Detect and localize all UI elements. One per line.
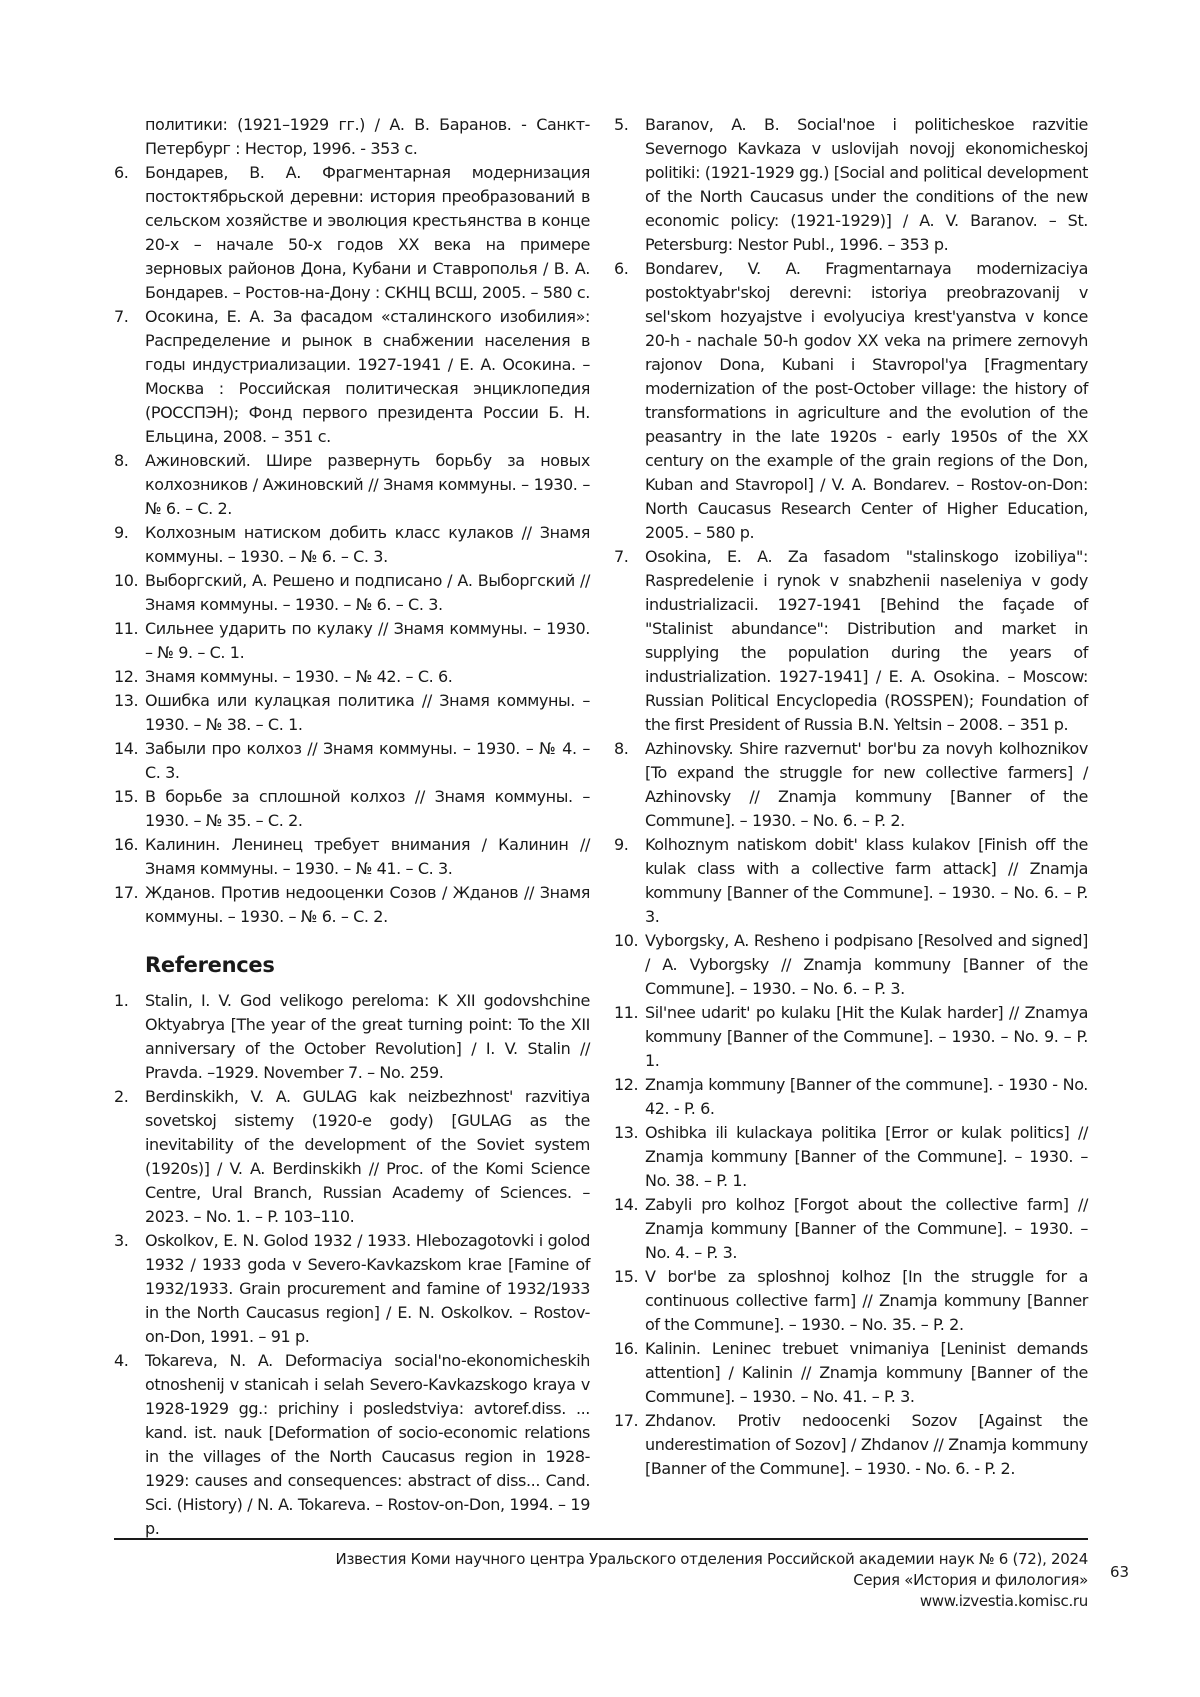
reference-number: 6. [614, 259, 629, 278]
reference-item [614, 929, 1088, 1001]
reference-item [114, 161, 590, 305]
reference-number: 9. [114, 523, 129, 542]
right-column [614, 113, 1088, 1481]
journal-footer [336, 1549, 1088, 1612]
reference-number: 16. [614, 1339, 639, 1358]
reference-item [614, 737, 1088, 833]
reference-number: 9. [614, 835, 629, 854]
reference-item [614, 1337, 1088, 1409]
reference-number: 12. [114, 667, 139, 686]
journal-website-link[interactable]: www.izvestia.komisc.ru [919, 1592, 1088, 1610]
reference-item [614, 113, 1088, 257]
reference-number: 1. [114, 991, 129, 1010]
reference-text: Zabyli pro kolhoz [Forgot about the collective farm] // Znamja kommuny [Banner of the Commune]. – 1930. – No. 4. – P. 3. [645, 1195, 1088, 1262]
footer-divider [114, 1538, 1088, 1540]
reference-text: Tokareva, N. A. Deformaciya social'no-ekonomicheskih otnoshenij v stanicah i selah Severo-Kavkazskogo kraya v 1928-1929 gg.: prichiny i posledstviya: avtoref.diss. ... kand. ist. nauk [Deformation of socio-economic relations in the villages of the North Caucasus region in 1928-1929: causes and consequences: abstract of diss... Cand. Sci. (History) / N. A. Tokareva. – Rostov-on-Don, 1994. – 19 p. [145, 1351, 590, 1538]
reference-text: Oshibka ili kulackaya politika [Error or kulak politics] // Znamja kommuny [Banner of the Commune]. – 1930. – No. 38. – P. 1. [645, 1123, 1088, 1190]
reference-item [114, 1085, 590, 1229]
reference-item [114, 305, 590, 449]
reference-number: 10. [114, 571, 139, 590]
reference-text: Выборгский, А. Решено и подписано / А. Выборгский // Знамя коммуны. – 1930. – № 6. – С. 3. [145, 571, 590, 614]
reference-text: Vyborgsky, A. Resheno i podpisano [Resolved and signed] / A. Vyborgsky // Znamja kommuny [Banner of the Commune]. – 1930. – No. 6. – P. 3. [645, 931, 1088, 998]
reference-number: 2. [114, 1087, 129, 1106]
reference-number: 3. [114, 1231, 129, 1250]
reference-text: Berdinskikh, V. A. GULAG kak neizbezhnost' razvitiya sovetskoj sistemy (1920-e gody) [GULAG as the inevitability of the development of the Soviet system (1920s)] / V. A. Berdinskikh // Proc. of the Komi Science Centre, Ural Branch, Russian Academy of Sciences. – 2023. – No. 1. – P. 103–110. [145, 1087, 590, 1226]
reference-item [614, 1073, 1088, 1121]
reference-text: Stalin, I. V. God velikogo pereloma: K XII godovshchine Oktyabrya [The year of the great turning point: To the XII anniversary of the October Revolution] / I. V. Stalin // Pravda. –1929. November 7. – No. 259. [145, 991, 590, 1082]
reference-text: Zhdanov. Protiv nedoocenki Sozov [Against the underestimation of Sozov] / Zhdanov // Znamja kommuny [Banner of the Commune]. – 1930. - No. 6. - P. 2. [645, 1411, 1088, 1478]
reference-number: 14. [114, 739, 139, 758]
reference-number: 4. [114, 1351, 129, 1370]
english-reference-list-right [614, 113, 1088, 1481]
reference-item [114, 785, 590, 833]
reference-text: V bor'be za sploshnoj kolhoz [In the struggle for a continuous collective farm] // Znamja kommuny [Banner of the Commune]. – 1930. – No. 35. – P. 2. [645, 1267, 1088, 1334]
reference-text: Ажиновский. Шире развернуть борьбу за новых колхозников / Ажиновский // Знамя коммуны. – 1930. – № 6. – С. 2. [145, 451, 590, 518]
reference-text: Калинин. Ленинец требует внимания / Калинин // Знамя коммуны. – 1930. – № 41. – С. 3. [145, 835, 590, 878]
reference-number: 15. [614, 1267, 639, 1286]
reference-number: 15. [114, 787, 139, 806]
reference-item [614, 1265, 1088, 1337]
references-heading: References [145, 953, 275, 977]
reference-continuation: политики: (1921–1929 гг.) / А. В. Баранов. - Санкт-Петербург : Нестор, 1996. - 353 с. [145, 115, 590, 158]
reference-text: Bondarev, V. A. Fragmentarnaya modernizaciya postoktyabr'skoj derevni: istoriya preobrazovanij v sel'skom hozyajstve i evolyuciya krest'yanstva v konce 20-h - nachale 50-h godov XX veka na primere zernovyh rajonov Dona, Kubani i Stavropol'ya [Fragmentary modernization of the post-October village: the history of transformations in agriculture and the evolution of the peasantry in the late 1920s - early 1950s of the XX century on the example of the grain regions of the Don, Kuban and Stavropol] / V. A. Bondarev. – Rostov-on-Don: North Caucasus Research Center of Higher Education, 2005. – 580 p. [645, 259, 1088, 542]
reference-number: 16. [114, 835, 139, 854]
reference-text: Сильнее ударить по кулаку // Знамя коммуны. – 1930. – № 9. – С. 1. [145, 619, 590, 662]
reference-number: 10. [614, 931, 639, 950]
reference-number: 17. [114, 883, 139, 902]
reference-item [114, 833, 590, 881]
reference-text: Бондарев, В. А. Фрагментарная модернизация постоктябрьской деревни: история преобразований в сельском хозяйстве и эволюция крестьянства в конце 20-х – начале 50-х годов XX века на примере зерновых районов Дона, Кубани и Ставрополья / В. А. Бондарев. – Ростов-на-Дону : СКНЦ ВСШ, 2005. – 580 с. [145, 163, 590, 302]
reference-number: 12. [614, 1075, 639, 1094]
reference-text: Kalinin. Leninec trebuet vnimaniya [Leninist demands attention] / Kalinin // Znamja kommuny [Banner of the Commune]. – 1930. – No. 41. – P. 3. [645, 1339, 1088, 1406]
page-number: 63 [1110, 1563, 1130, 1581]
reference-text: Znamja kommuny [Banner of the commune]. - 1930 - No. 42. - P. 6. [645, 1075, 1088, 1118]
reference-item [114, 521, 590, 569]
reference-number: 11. [614, 1003, 639, 1022]
english-reference-list-left [114, 989, 590, 1541]
reference-text: Колхозным натиском добить класс кулаков // Знамя коммуны. – 1930. – № 6. – С. 3. [145, 523, 590, 566]
reference-number: 7. [114, 307, 129, 326]
reference-number: 13. [114, 691, 139, 710]
reference-text: Osokina, E. A. Za fasadom "stalinskogo izobiliya": Raspredelenie i rynok v snabzhenii naseleniya v gody industrializacii. 1927-1941 [Behind the façade of "Stalinist abundance": Distribution and market in supplying the population during the years of industrialization. 1927-1941] / E. A. Osokina. – Moscow: Russian Political Encyclopedia (ROSSPEN); Foundation of the first President of Russia B.N. Yeltsin – 2008. – 351 p. [645, 547, 1088, 734]
reference-item [614, 545, 1088, 737]
reference-item [114, 881, 590, 929]
reference-text: Осокина, Е. А. За фасадом «сталинского изобилия»: Распределение и рынок в снабжении населения в годы индустриализации. 1927-1941 / Е. А. Осокина. – Москва : Российская политическая энциклопедия (РОССПЭН); Фонд первого президента России Б. Н. Ельцина, 2008. – 351 с. [145, 307, 590, 446]
reference-number: 6. [114, 163, 129, 182]
reference-number: 8. [614, 739, 629, 758]
reference-item [614, 833, 1088, 929]
reference-number: 7. [614, 547, 629, 566]
reference-text: Azhinovsky. Shire razvernut' bor'bu za novyh kolhoznikov [To expand the struggle for new collective farmers] / Azhinovsky // Znamja kommuny [Banner of the Commune]. – 1930. – No. 6. – P. 2. [645, 739, 1088, 830]
reference-item [114, 617, 590, 665]
reference-item [114, 449, 590, 521]
russian-reference-list [114, 161, 590, 929]
reference-item [114, 737, 590, 785]
journal-series-line: Серия «История и филология» [853, 1571, 1088, 1589]
reference-item [114, 665, 590, 689]
reference-item [114, 1349, 590, 1541]
reference-text: Kolhoznym natiskom dobit' klass kulakov [Finish off the kulak class with a collective farm attack] // Znamja kommuny [Banner of the Commune]. – 1930. – No. 6. – P. 3. [645, 835, 1088, 926]
reference-item [614, 1409, 1088, 1481]
reference-item [614, 1121, 1088, 1193]
reference-item [614, 1001, 1088, 1073]
reference-text: Жданов. Против недооценки Созов / Жданов // Знамя коммуны. – 1930. – № 6. – С. 2. [145, 883, 590, 926]
reference-text: Sil'nee udarit' po kulaku [Hit the Kulak harder] // Znamya kommuny [Banner of the Commune]. – 1930. – No. 9. – P. 1. [645, 1003, 1088, 1070]
left-column [114, 113, 590, 1541]
reference-text: Забыли про колхоз // Знамя коммуны. – 1930. – № 4. – С. 3. [145, 739, 590, 782]
reference-text: Знамя коммуны. – 1930. – № 42. – С. 6. [145, 667, 453, 686]
reference-text: Baranov, A. B. Social'noe i politicheskoe razvitie Severnogo Kavkaza v uslovijah novojj ekonomicheskoj politiki: (1921-1929 gg.) [Social and political development of the North Caucasus under the conditions of the new economic policy: (1921-1929)] / A. V. Baranov. – St. Petersburg: Nestor Publ., 1996. – 353 p. [645, 115, 1088, 254]
reference-item [114, 569, 590, 617]
reference-number: 5. [614, 115, 629, 134]
reference-item [114, 689, 590, 737]
reference-number: 11. [114, 619, 139, 638]
reference-number: 13. [614, 1123, 639, 1142]
reference-item [614, 1193, 1088, 1265]
reference-text: Ошибка или кулацкая политика // Знамя коммуны. – 1930. – № 38. – С. 1. [145, 691, 590, 734]
reference-number: 14. [614, 1195, 639, 1214]
reference-text: Oskolkov, E. N. Golod 1932 / 1933. Hlebozagotovki i golod 1932 / 1933 goda v Severo-Kavkazskom krae [Famine of 1932/1933. Grain procurement and famine of 1932/1933 in the North Caucasus region] / E. N. Oskolkov. – Rostov-on-Don, 1991. – 91 p. [145, 1231, 590, 1346]
reference-item [614, 257, 1088, 545]
reference-item [114, 1229, 590, 1349]
reference-text: В борьбе за сплошной колхоз // Знамя коммуны. – 1930. – № 35. – С. 2. [145, 787, 590, 830]
reference-number: 8. [114, 451, 129, 470]
reference-number: 17. [614, 1411, 639, 1430]
journal-title-line: Известия Коми научного центра Уральского отделения Российской академии наук № 6 (72), 2024 [335, 1550, 1088, 1568]
reference-item [114, 989, 590, 1085]
